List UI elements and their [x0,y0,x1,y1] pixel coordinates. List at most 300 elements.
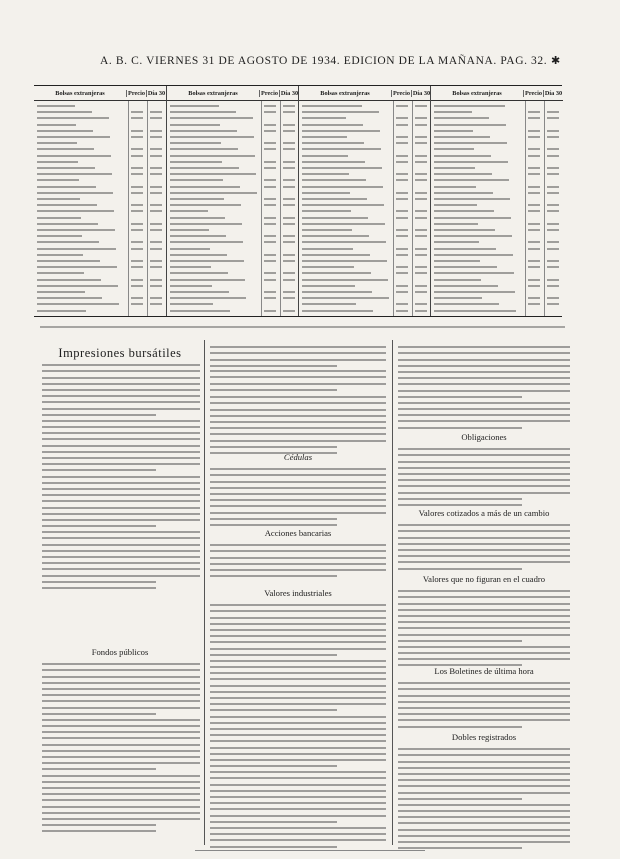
text-line [210,610,386,612]
row-value-line [396,303,408,305]
text-line [398,822,570,824]
decorative-star-icon: ✱ [551,55,561,67]
row-value-line [264,260,276,262]
row-value-line [283,148,295,150]
row-name-line [302,297,389,299]
row-value-line [396,179,408,181]
row-value-line [150,303,162,305]
text-line [210,433,386,435]
row-name-line [37,105,75,107]
text-line [42,781,200,783]
row-value-line [528,303,540,305]
text-line [42,581,156,583]
row-name-line [37,266,117,268]
row-name-line [302,272,371,274]
row-value-line [415,124,427,126]
text-line [398,798,522,800]
row-name-line [37,130,93,132]
row-name-line [302,266,354,268]
text-line [398,754,570,756]
text-line [210,648,386,650]
table-header [431,86,563,101]
row-value-line [396,217,408,219]
row-name-line [434,105,505,107]
row-value-line [547,192,559,194]
col-day-header: Día 30 [147,89,166,97]
row-value-line [131,186,143,188]
row-value-line [283,105,295,107]
row-value-line [547,248,559,250]
text-line [42,793,200,795]
text-line [398,454,570,456]
text-line [210,352,386,354]
row-value-line [528,148,540,150]
text-line [398,365,570,367]
article-text [210,342,386,367]
text-line [210,666,386,668]
text-line [210,759,386,761]
row-name-line [302,223,385,225]
article-text [42,659,200,832]
row-value-line [264,272,276,274]
heading-valores-cotizados: Valores cotizados a más de un cambio [418,508,550,518]
column-rule [261,101,262,316]
row-name-line [434,210,494,212]
col-price-header: Precio [260,89,278,97]
row-value-line [396,124,408,126]
text-line [210,629,386,631]
row-name-line [170,266,211,268]
row-name-line [302,285,355,287]
row-name-line [37,291,85,293]
table-header [167,86,299,101]
row-name-line [302,161,365,163]
row-value-line [131,167,143,169]
text-line [42,451,200,453]
text-line [42,694,200,696]
row-name-line [434,260,480,262]
row-name-line [170,161,222,163]
row-name-line [302,217,368,219]
row-value-line [283,272,295,274]
row-value-line [415,173,427,175]
row-value-line [150,130,162,132]
row-name-line [37,303,119,305]
text-line [398,773,570,775]
heading-impresiones: Impresiones bursátiles [58,346,182,360]
text-line [398,701,570,703]
row-name-line [37,148,94,150]
text-line [210,747,386,749]
text-line [210,802,386,804]
row-value-line [528,229,540,231]
stock-table-1 [34,86,166,316]
text-line [210,827,386,829]
row-value-line [131,279,143,281]
text-line [42,525,156,527]
row-value-line [547,117,559,119]
row-value-line [396,136,408,138]
row-value-line [283,254,295,256]
row-value-line [415,105,427,107]
text-line [210,550,386,552]
text-line [42,682,200,684]
row-value-line [264,179,276,181]
row-value-line [528,117,540,119]
text-line [210,505,386,507]
row-value-line [131,155,143,157]
text-line [210,697,386,699]
row-value-line [283,179,295,181]
row-value-line [150,229,162,231]
text-line [42,420,200,422]
row-name-line [302,155,348,157]
article-text [398,744,570,849]
row-name-line [434,142,507,144]
row-name-line [434,229,495,231]
row-name-line [37,204,97,206]
row-value-line [283,279,295,281]
text-line [42,556,200,558]
text-line [42,463,200,465]
text-line [398,847,522,849]
row-value-line [131,210,143,212]
text-line [210,487,386,489]
row-value-line [528,279,540,281]
row-value-line [396,173,408,175]
row-name-line [170,217,225,219]
row-value-line [415,291,427,293]
text-line [42,750,200,752]
text-line [42,744,200,746]
row-name-line [170,148,238,150]
row-name-line [434,136,490,138]
text-line [398,726,522,728]
row-value-line [547,111,559,113]
row-value-line [150,111,162,113]
row-value-line [396,117,408,119]
row-name-line [434,291,515,293]
text-line [210,493,386,495]
row-name-line [37,161,78,163]
row-value-line [150,192,162,194]
row-name-line [302,254,370,256]
row-name-line [170,198,224,200]
text-line [398,561,570,563]
row-value-line [264,148,276,150]
row-name-line [434,167,475,169]
row-name-line [170,248,210,250]
text-line [210,524,337,526]
row-name-line [37,173,112,175]
row-value-line [547,136,559,138]
row-value-line [150,241,162,243]
row-name-line [434,148,474,150]
row-name-line [302,167,382,169]
row-value-line [415,303,427,305]
row-value-line [547,186,559,188]
row-value-line [528,266,540,268]
heading-boletines: Los Boletines de última hora [434,666,534,676]
text-line [398,804,570,806]
row-name-line [170,204,241,206]
row-value-line [283,235,295,237]
row-value-line [131,111,143,113]
text-line [398,719,570,721]
heading-fondos-publicos: Fondos públicos [91,647,149,657]
text-line [42,438,200,440]
row-value-line [528,167,540,169]
text-line [398,609,570,611]
text-line [398,829,570,831]
footer-rule [195,850,425,851]
text-line [210,409,386,411]
row-value-line [131,266,143,268]
row-value-line [150,136,162,138]
text-line [398,377,570,379]
text-line [210,427,386,429]
text-line [210,446,337,448]
text-line [210,370,386,372]
col-name-header: Bolsas extranjeras [55,89,105,97]
row-value-line [415,285,427,287]
column-divider [392,340,393,845]
row-value-line [415,310,427,312]
column-divider [204,340,205,845]
text-line [398,530,570,532]
text-line [398,688,570,690]
text-line [398,461,570,463]
row-value-line [264,291,276,293]
text-line [210,544,386,546]
text-line [210,641,386,643]
row-name-line [170,272,228,274]
row-value-line [547,229,559,231]
row-name-line [302,179,366,181]
text-line [42,824,156,826]
col-name-header: Bolsas extranjeras [188,89,238,97]
column-rule [280,101,281,316]
row-value-line [150,173,162,175]
table-body [34,101,166,316]
row-name-line [434,223,478,225]
row-value-line [547,266,559,268]
article-text [398,678,570,728]
text-line [42,476,200,478]
text-line [210,672,386,674]
text-line [398,346,570,348]
row-value-line [396,161,408,163]
text-line [398,627,570,629]
row-value-line [131,248,143,250]
row-name-line [170,192,257,194]
row-value-line [131,241,143,243]
text-line [42,688,200,690]
text-line [210,703,386,705]
row-value-line [528,136,540,138]
row-value-line [415,136,427,138]
text-line [398,603,570,605]
row-name-line [37,217,81,219]
row-name-line [302,210,351,212]
text-line [398,634,570,636]
row-name-line [302,173,349,175]
row-name-line [434,217,511,219]
text-line [210,654,337,656]
row-value-line [415,235,427,237]
text-line [398,748,570,750]
text-line [210,346,386,348]
text-line [42,707,200,709]
col-price-header: Precio [127,89,145,97]
row-value-line [415,117,427,119]
heading-valores-industriales: Valores industriales [264,588,332,598]
column-rule [393,101,394,316]
text-line [42,513,200,515]
text-line [210,753,386,755]
row-name-line [37,310,86,312]
row-value-line [264,105,276,107]
row-name-line [37,136,110,138]
text-line [42,537,200,539]
row-name-line [302,279,388,281]
text-line [42,482,200,484]
text-line [42,507,200,509]
text-line [210,383,386,385]
row-value-line [528,260,540,262]
row-name-line [302,192,350,194]
stock-table-2 [166,86,299,316]
text-line [42,830,156,832]
row-value-line [396,285,408,287]
row-name-line [37,248,116,250]
row-value-line [547,279,559,281]
row-name-line [434,266,497,268]
text-line [210,709,337,711]
text-line [42,676,200,678]
text-line [398,590,570,592]
text-line [398,371,570,373]
col-name-header: Bolsas extranjeras [452,89,502,97]
row-name-line [170,179,223,181]
text-line [42,812,200,814]
row-value-line [283,111,295,113]
row-value-line [528,223,540,225]
row-value-line [150,148,162,150]
row-value-line [528,285,540,287]
row-name-line [170,285,212,287]
text-line [398,555,570,557]
text-line [210,499,386,501]
row-value-line [547,155,559,157]
text-line [398,767,570,769]
text-line [210,796,386,798]
text-line [210,474,386,476]
text-line [210,481,386,483]
row-value-line [264,142,276,144]
text-line [210,722,386,724]
row-value-line [264,235,276,237]
row-value-line [528,241,540,243]
text-line [398,707,570,709]
text-line [210,569,386,571]
row-value-line [283,297,295,299]
text-line [398,835,570,837]
row-value-line [150,204,162,206]
row-name-line [170,235,226,237]
text-line [398,841,570,843]
text-line [210,691,386,693]
row-name-line [434,235,512,237]
row-value-line [264,241,276,243]
text-line [398,448,570,450]
row-value-line [131,130,143,132]
article-text [210,392,386,454]
text-line [210,678,386,680]
text-line [210,771,386,773]
row-name-line [37,254,83,256]
row-value-line [396,210,408,212]
text-line [210,617,386,619]
row-value-line [396,229,408,231]
text-line [42,364,200,366]
row-value-line [131,173,143,175]
text-line [210,440,386,442]
row-name-line [434,117,489,119]
row-value-line [150,248,162,250]
row-name-line [434,130,473,132]
text-line [210,557,386,559]
row-value-line [131,117,143,119]
row-name-line [37,223,98,225]
text-line [210,468,386,470]
row-value-line [283,241,295,243]
text-line [398,640,522,642]
row-value-line [415,179,427,181]
row-value-line [264,254,276,256]
text-line [42,806,200,808]
row-value-line [264,297,276,299]
row-value-line [415,210,427,212]
row-name-line [170,136,254,138]
row-name-line [302,136,347,138]
row-name-line [434,192,493,194]
text-line [398,596,570,598]
row-name-line [434,179,509,181]
page-masthead: A. B. C. VIERNES 31 DE AGOSTO DE 1934. EDICION DE LA MAÑANA. PAG. 32. [100,55,548,67]
row-name-line [37,186,96,188]
row-name-line [37,124,76,126]
text-line [42,731,200,733]
text-line [398,537,570,539]
text-line [398,402,570,404]
row-name-line [170,117,253,119]
row-value-line [528,248,540,250]
text-line [210,790,386,792]
row-value-line [528,297,540,299]
row-value-line [150,186,162,188]
row-value-line [283,167,295,169]
row-name-line [434,111,472,113]
text-line [398,504,522,506]
column-rule [128,101,129,316]
column-rule [544,101,545,316]
table-body [431,101,563,316]
row-value-line [528,155,540,157]
text-line [210,563,386,565]
table-body [167,101,299,316]
row-name-line [170,310,230,312]
